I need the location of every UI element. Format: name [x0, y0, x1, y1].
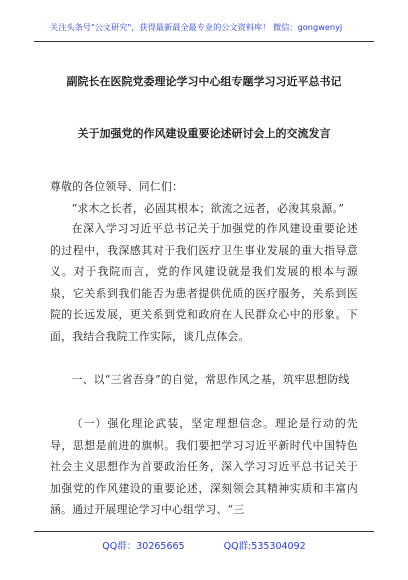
header-banner: 关注头条号"公文研究"，获得最新最全最专业的公文资料库！ 微信：gongwenyj: [50, 22, 343, 32]
footer-qq-group-1: QQ群：30265665: [102, 541, 185, 552]
intro-paragraph: 在深入学习习近平总书记关于加强党的作风建设重要论述的过程中，我深感其对于我们医疗卫生事业发展的重大指导意义。对于我院而言，党的作风建设就是我们发展的根本与源泉，它关系到我们能否为患者提供优质的医疗服务，关系到医院的长远发展，更关系到党和政府在人民群众心中的形象。下面，我结合我院工作实际，谈几点体会。: [50, 222, 358, 343]
salutation: 尊敬的各位领导、同仁们：: [50, 180, 184, 193]
subsection-paragraph-1: （一）强化理论武装，坚定理想信念。理论是行动的先导，思想是前进的旗帜。我们要把学习习近平新时代中国特色社会主义思想作为首要政治任务，深入学习习近平总书记关于加强党的作风建设的重要论述，深刻领会其精神实质和丰富内涵。通过开展理论学习中心组学习、“三: [50, 417, 358, 517]
quote-paragraph: “求木之长者，必固其根本；欲流之远者，必浚其泉源。”: [71, 202, 345, 215]
document-title-line-1: 副院长在医院党委理论学习中心组专题学习习近平总书记: [66, 75, 342, 88]
header-divider: [34, 41, 374, 42]
footer-divider: [34, 531, 374, 532]
footer-qq-group-2: QQ群:535304092: [223, 541, 306, 552]
document-title-line-2: 关于加强党的作风建设重要论述研讨会上的交流发言: [77, 127, 331, 140]
footer: [0, 538, 408, 552]
section-heading-1: 一、以“三省吾身”的自觉，常思作风之基，筑牢思想防线: [71, 373, 350, 386]
